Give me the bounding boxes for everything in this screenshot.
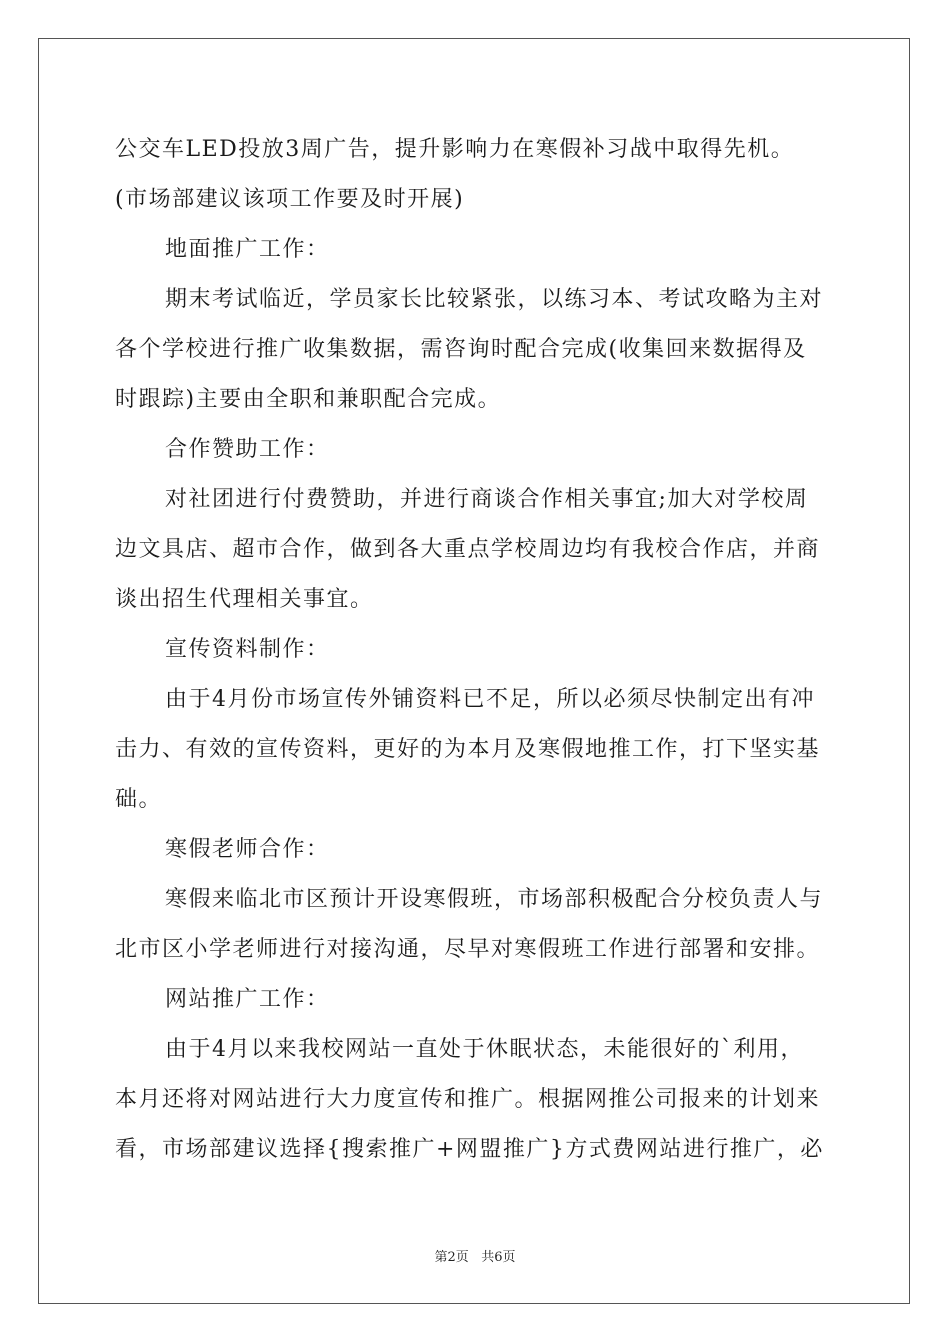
text-line: 击力、有效的宣传资料，更好的为本月及寒假地推工作，打下坚实基 bbox=[115, 737, 821, 762]
text-line: 边文具店、超市合作，做到各大重点学校周边均有我校合作店，并商 bbox=[115, 537, 821, 562]
text-line: 期末考试临近，学员家长比较紧张，以练习本、考试攻略为主对 bbox=[165, 287, 824, 312]
text-line: 北市区小学老师进行对接沟通，尽早对寒假班工作进行部署和安排。 bbox=[115, 937, 821, 962]
section-heading-website-promotion: 网站推广工作： bbox=[165, 987, 330, 1012]
page-number: 第2页 bbox=[434, 1250, 469, 1265]
section-heading-promo-materials: 宣传资料制作： bbox=[165, 637, 330, 662]
text-line: 公交车LED投放3周广告，提升影响力在寒假补习战中取得先机。 bbox=[115, 137, 795, 162]
text-line: 由于4月份市场宣传外铺资料已不足，所以必须尽快制定出有冲 bbox=[165, 687, 815, 712]
section-heading-ground-promotion: 地面推广工作： bbox=[165, 237, 330, 262]
page-total: 共6页 bbox=[481, 1250, 516, 1265]
text-line: 础。 bbox=[115, 787, 163, 812]
document-body bbox=[115, 125, 835, 1175]
text-line: 谈出招生代理相关事宜。 bbox=[115, 587, 374, 612]
section-heading-sponsorship: 合作赞助工作： bbox=[165, 437, 330, 462]
text-line: 本月还将对网站进行大力度宣传和推广。根据网推公司报来的计划来 bbox=[115, 1087, 821, 1112]
text-line: 各个学校进行推广收集数据，需咨询时配合完成(收集回来数据得及 bbox=[115, 337, 807, 362]
text-line: 由于4月以来我校网站一直处于休眠状态，未能很好的`利用， bbox=[165, 1037, 804, 1062]
text-line: 寒假来临北市区预计开设寒假班，市场部积极配合分校负责人与 bbox=[165, 887, 824, 912]
text-line: 对社团进行付费赞助，并进行商谈合作相关事宜;加大对学校周 bbox=[165, 487, 809, 512]
text-line: (市场部建议该项工作要及时开展) bbox=[115, 187, 465, 212]
text-line: 时跟踪)主要由全职和兼职配合完成。 bbox=[115, 387, 502, 412]
page-footer bbox=[0, 1246, 950, 1265]
section-heading-teacher-cooperation: 寒假老师合作： bbox=[165, 837, 330, 862]
text-line: 看，市场部建议选择{搜索推广+网盟推广}方式费网站进行推广，必 bbox=[115, 1137, 824, 1162]
